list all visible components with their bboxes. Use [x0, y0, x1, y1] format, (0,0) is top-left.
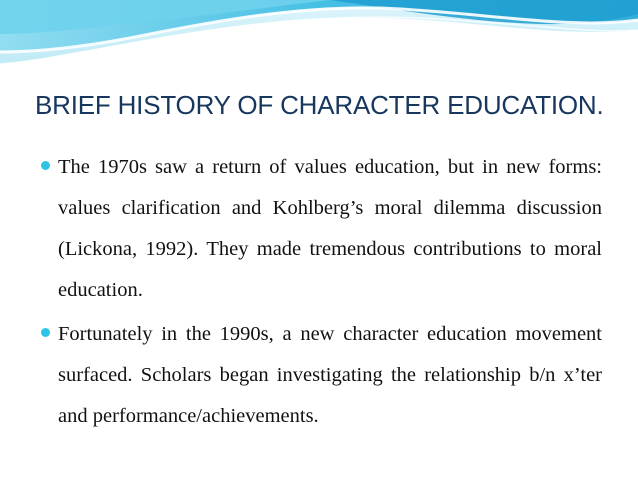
bullet-item [40, 147, 602, 311]
bullet-item [40, 314, 602, 437]
header-wave-decoration [0, 0, 638, 75]
bullet-icon [41, 161, 50, 170]
slide-title: BRIEF HISTORY OF CHARACTER EDUCATION. [35, 90, 604, 120]
bullet-text: Fortunately in the 1990s, a new character education movement surfaced. Scholars began investigating the relationship b/n x’ter and performance/achievements. [58, 323, 602, 427]
bullet-icon [41, 328, 50, 337]
bullet-list [40, 147, 602, 440]
bullet-text: The 1970s saw a return of values education, but in new forms: values clarification and Kohlberg’s moral dilemma discussion (Lickona, 1992). They made tremendous contributions to moral education. [58, 156, 602, 301]
